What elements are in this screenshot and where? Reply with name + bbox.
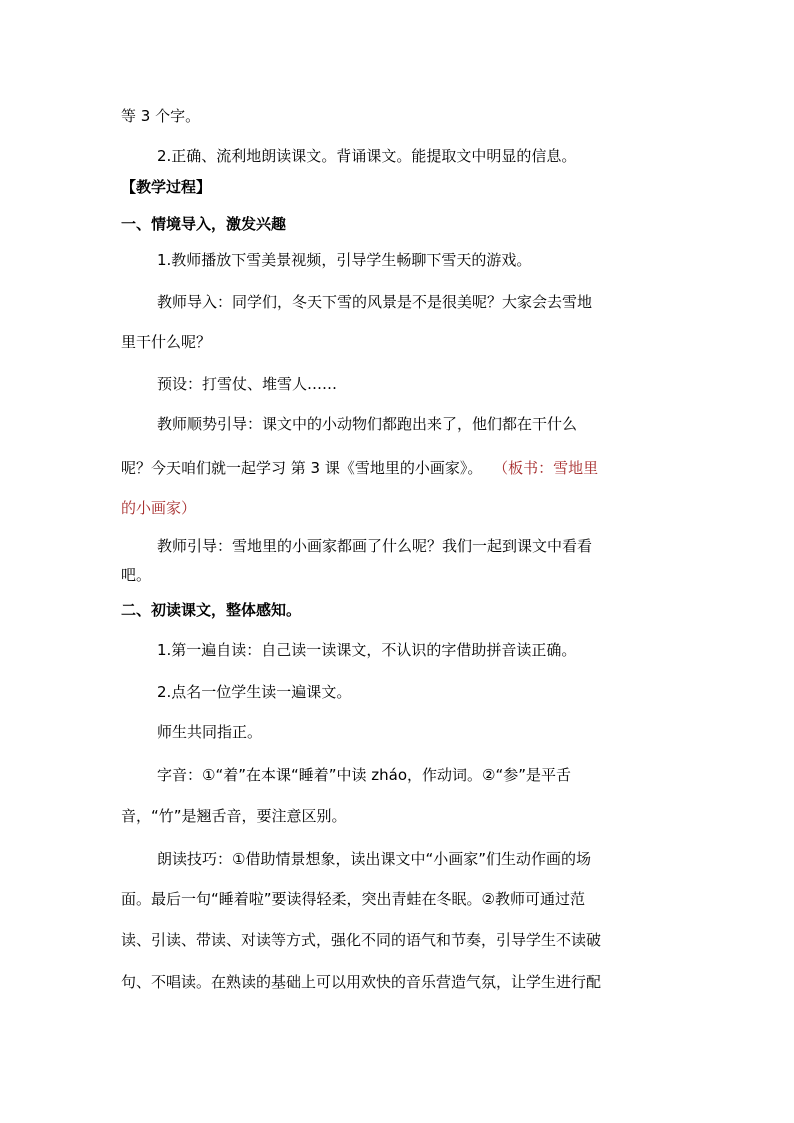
text-line (121, 458, 794, 478)
text-line: 1.第一遍自读：自己读一读课文，不认识的字借助拼音读正确。 (157, 641, 577, 659)
text-line: 音，“竹”是翘舌音，要注意区别。 (121, 807, 347, 825)
section-heading: 一、情境导入，激发兴趣 (121, 215, 287, 233)
board-note: （板书：雪地里 (493, 459, 599, 477)
text-line: 师生共同指正。 (157, 723, 263, 741)
text-line: 句、不唱读。在熟读的基础上可以用欢快的音乐营造气氛，让学生进行配 (121, 973, 602, 991)
text-line: 教师引导：雪地里的小画家都画了什么呢？我们一起到课文中看看 (157, 537, 593, 555)
text-line: 吧。 (121, 566, 152, 584)
text-line: 教师顺势引导：课文中的小动物们都跑出来了，他们都在干什么 (157, 415, 578, 433)
text-line: 朗读技巧：①借助情景想象，读出课文中“小画家”们生动作画的场 (157, 850, 591, 868)
text-line: 字音：①“着”在本课“睡着”中读 zháo，作动词。②“参”是平舌 (157, 766, 572, 784)
section-heading: 二、初读课文，整体感知。 (121, 601, 302, 619)
text-line: 读、引读、带读、对读等方式，强化不同的语气和节奏，引导学生不读破 (121, 931, 602, 949)
text-span: 呢？今天咱们就一起学习 第 3 课《雪地里的小画家》。 (121, 459, 483, 477)
text-line: 预设：打雪仗、堆雪人…… (157, 375, 338, 393)
text-line: 面。最后一句“睡着啦”要读得轻柔，突出青蛙在冬眠。②教师可通过范 (121, 890, 585, 908)
text-line: 1.教师播放下雪美景视频，引导学生畅聊下雪天的游戏。 (157, 251, 532, 269)
text-line: 里干什么呢？ (121, 333, 212, 351)
text-line: 教师导入：同学们，冬天下雪的风景是不是很美呢？大家会去雪地 (157, 293, 593, 311)
section-heading: 【教学过程】 (121, 178, 212, 196)
board-note: 的小画家） (121, 499, 197, 517)
text-line: 2.正确、流利地朗读课文。背诵课文。能提取文中明显的信息。 (157, 147, 577, 165)
text-line: 2.点名一位学生读一遍课文。 (157, 683, 352, 701)
text-line: 等 3 个字。 (121, 107, 201, 125)
